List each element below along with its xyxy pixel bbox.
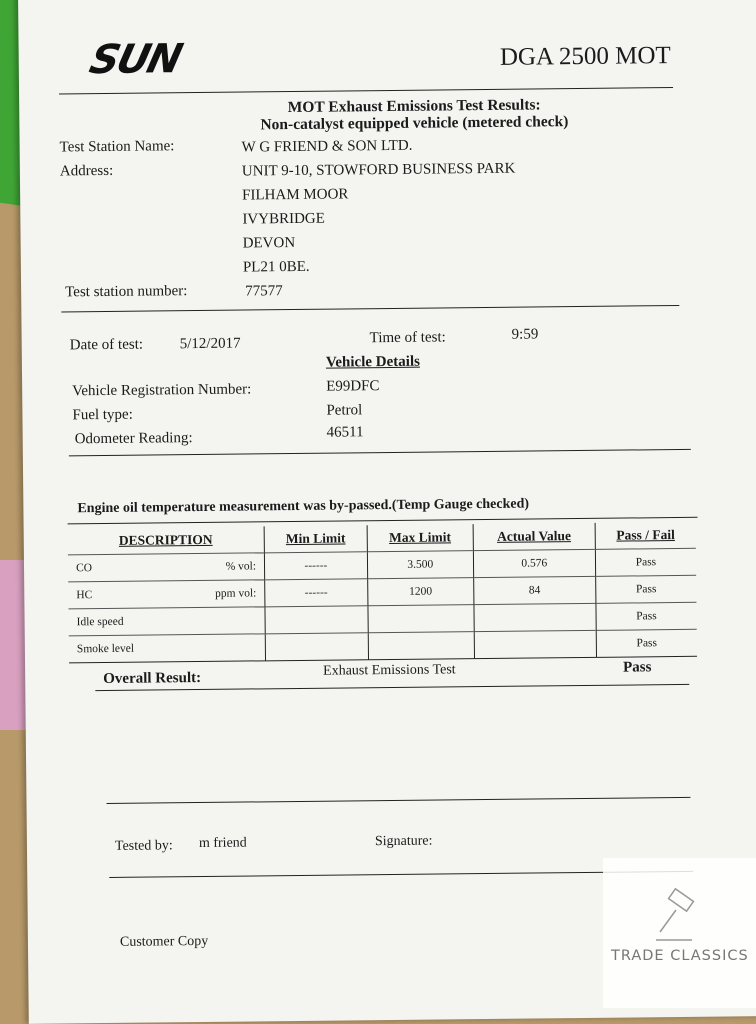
address-line: IVYBRIDGE (242, 210, 325, 228)
time-label: Time of test: (369, 329, 446, 347)
actual-cell (474, 630, 596, 658)
col-max-limit: Max Limit (367, 524, 473, 552)
divider (59, 87, 673, 94)
address-line: UNIT 9-10, STOWFORD BUSINESS PARK (241, 160, 516, 180)
overall-label: Overall Result: (103, 669, 202, 688)
desc-cell: CO % vol: (68, 553, 265, 582)
results-table (68, 522, 697, 664)
date-value: 5/12/2017 (179, 335, 241, 353)
max-cell: 3.500 (367, 551, 473, 579)
customer-copy: Customer Copy (119, 933, 209, 950)
min-cell (265, 606, 368, 634)
actual-cell: 0.576 (473, 549, 595, 577)
odometer-value: 46511 (326, 424, 364, 441)
address-line: DEVON (242, 234, 296, 252)
min-cell: ------ (265, 579, 368, 607)
overall-result: Pass (623, 659, 652, 676)
max-cell (368, 605, 474, 633)
actual-cell (474, 603, 596, 631)
station-number: 77577 (245, 283, 283, 300)
min-cell (265, 633, 368, 661)
result-cell: Pass (596, 602, 697, 630)
table-row (69, 629, 697, 663)
max-cell (368, 632, 474, 660)
actual-cell: 84 (473, 576, 595, 604)
col-pass-fail: Pass / Fail (595, 522, 696, 550)
vehicle-heading: Vehicle Details (325, 353, 420, 371)
watermark (603, 858, 756, 1008)
odometer-label: Odometer Reading: (74, 430, 193, 448)
signature-label: Signature: (374, 833, 433, 850)
time-value: 9:59 (511, 326, 539, 343)
result-cell: Pass (596, 629, 697, 657)
col-actual-value: Actual Value (473, 523, 595, 551)
date-label: Date of test: (69, 336, 144, 354)
fuel-value: Petrol (326, 402, 363, 419)
col-description: DESCRIPTION (118, 531, 213, 548)
desc-cell: Smoke level (69, 634, 266, 663)
address-line: FILHAM MOOR (242, 186, 349, 204)
title-line2: Non-catalyst equipped vehicle (metered check) (260, 113, 569, 134)
tested-by-value: m friend (198, 835, 247, 852)
address-line: PL21 0BE. (242, 258, 310, 276)
reg-value: E99DFC (326, 378, 380, 395)
model-name: DGA 2500 MOT (499, 42, 671, 71)
max-cell: 1200 (368, 578, 474, 606)
desc-cell: HC ppm vol: (68, 580, 265, 609)
reg-label: Vehicle Registration Number: (72, 381, 252, 400)
min-cell: ------ (264, 552, 367, 580)
temp-note: Engine oil temperature measurement was by-passed.(Temp Gauge checked) (77, 496, 530, 517)
address-label: Address: (59, 162, 114, 180)
fuel-label: Fuel type: (72, 406, 133, 424)
gavel-icon (648, 888, 708, 948)
title-line1: MOT Exhaust Emissions Test Results: (287, 96, 541, 117)
overall-test: Exhaust Emissions Test (323, 662, 456, 679)
divider (61, 305, 679, 312)
result-cell: Pass (595, 548, 696, 576)
result-cell: Pass (595, 575, 696, 603)
station-name-label: Test Station Name: (59, 138, 175, 156)
tested-by-label: Tested by: (114, 838, 173, 854)
divider (106, 797, 690, 804)
station-name: W G FRIEND & SON LTD. (241, 137, 413, 156)
col-min-limit: Min Limit (264, 525, 367, 553)
desc-cell: Idle speed (68, 607, 265, 636)
sun-logo: SUN (85, 36, 185, 84)
station-number-label: Test station number: (65, 283, 188, 301)
divider (69, 449, 691, 457)
watermark-text: TRADE CLASSICS (611, 948, 749, 964)
